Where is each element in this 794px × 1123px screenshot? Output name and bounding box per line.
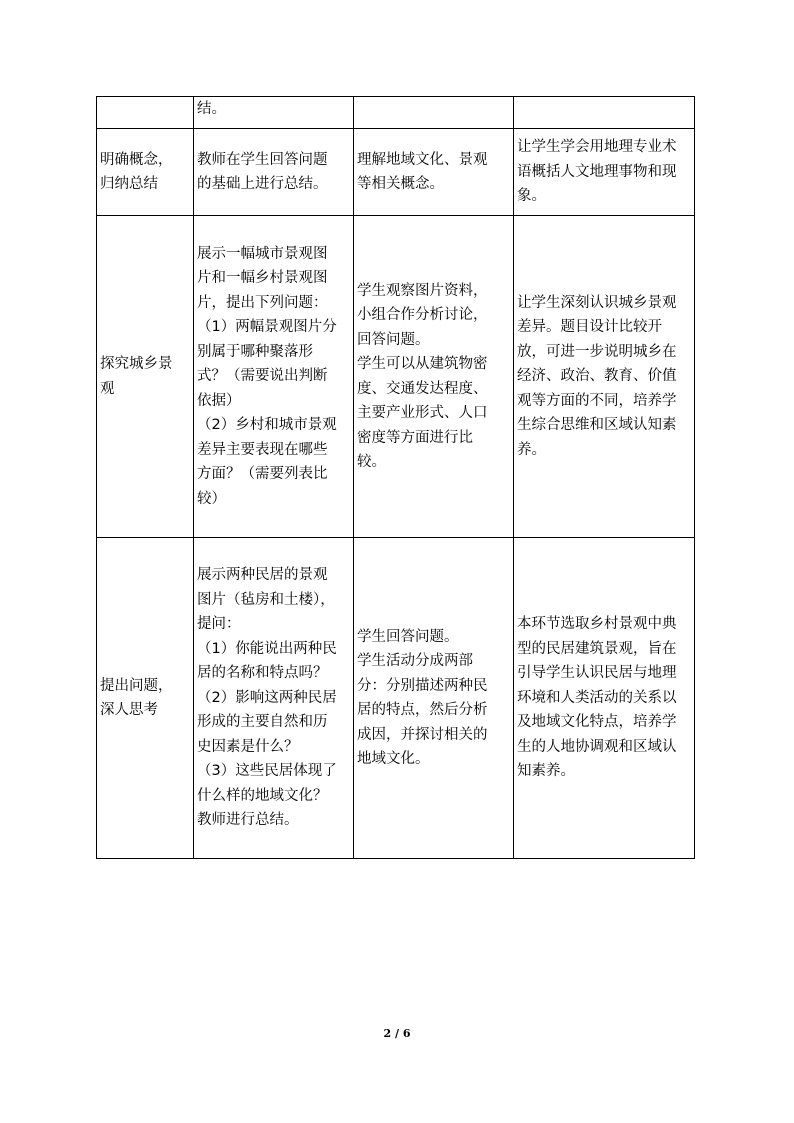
student-activity-cell — [354, 97, 514, 129]
stage-cell — [97, 97, 194, 129]
cell-text-line: 差异。题目设计比较开 — [517, 319, 662, 336]
cell-text-line: 差异主要表现在哪些 — [197, 441, 328, 458]
cell-text-line: （3）这些民居体现了 — [197, 763, 337, 780]
cell-text-line: 放，可进一步说明城乡在 — [517, 343, 677, 360]
design-purpose-cell — [514, 97, 695, 129]
cell-text-line: 理解地域文化、景观 — [357, 151, 488, 168]
cell-text-line: 引导学生认识民居与地理 — [517, 665, 677, 682]
cell-text-line: 让学生深刻认识城乡景观 — [517, 294, 677, 311]
cell-text-line: 生的人地协调观和区域认 — [517, 738, 677, 755]
cell-text-line: 的基础上进行总结。 — [197, 176, 328, 192]
cell-text-line: 回答问题。 — [357, 331, 430, 348]
cell-text-line: 什么样的地域文化？ — [197, 787, 328, 804]
cell-text-line: 探究城乡景 — [100, 356, 173, 372]
cell-text-line: （2）影响这两种民居 — [197, 689, 337, 706]
cell-text-line: 学生回答问题。 — [357, 628, 459, 645]
cell-text-line: 养。 — [517, 441, 546, 458]
cell-text-line: 展示两种民居的景观 — [197, 567, 328, 584]
cell-text-line: 教师进行总结。 — [197, 812, 299, 829]
cell-text-line: 式？（需要说出判断 — [197, 368, 328, 385]
cell-text-line: 较） — [197, 490, 226, 507]
cell-text-line: 观 — [100, 380, 115, 397]
cell-text-line: 环境和人类活动的关系以 — [517, 689, 677, 706]
cell-text-line: 主要产业形式、人口 — [357, 405, 488, 421]
cell-text-line: 知素养。 — [517, 763, 575, 780]
cell-text-line: 别属于哪种聚落形 — [197, 343, 313, 360]
cell-text-line: 方面？（需要列表比 — [197, 466, 328, 483]
student-activity-cell — [354, 538, 514, 859]
cell-text-line: 让学生学会用地理专业术 — [517, 139, 677, 156]
cell-text-line: 图片（毡房和土楼）， — [197, 591, 335, 608]
teacher-activity-cell — [194, 97, 354, 129]
design-purpose-cell — [514, 216, 695, 538]
teacher-activity-cell — [194, 129, 354, 216]
table-row — [97, 216, 695, 538]
stage-cell — [97, 538, 194, 859]
cell-text-line: 本环节选取乡村景观中典 — [517, 616, 677, 633]
student-activity-cell — [354, 216, 514, 538]
cell-text-line: 教师在学生回答问题 — [197, 151, 328, 168]
cell-text-line: 居的特点，然后分析 — [357, 702, 488, 718]
cell-text-line: 度、交通发达程度、 — [357, 380, 488, 397]
cell-text-line: 地域文化。 — [357, 751, 430, 767]
cell-text-line: 片和一幅乡村景观图 — [197, 270, 328, 287]
cell-text-line: 明确概念， — [100, 151, 173, 168]
lesson-plan-table — [96, 96, 695, 859]
cell-text-line: 型的民居建筑景观，旨在 — [517, 640, 677, 657]
teacher-activity-cell — [194, 538, 354, 859]
cell-text-line: 及地域文化特点，培养学 — [517, 714, 677, 731]
cell-text-line: 形成的主要自然和历 — [197, 714, 328, 731]
cell-text-line: 分：分别描述两种民 — [357, 677, 488, 694]
cell-text-line: 深人思考 — [100, 702, 158, 718]
cell-text-line: 学生可以从建筑物密 — [357, 356, 488, 372]
cell-text-line: 结。 — [197, 101, 226, 117]
table-row — [97, 129, 695, 216]
cell-text-line: （1）两幅景观图片分 — [197, 319, 337, 336]
cell-text-line: 观等方面的不同，培养学 — [517, 392, 677, 409]
cell-text-line: 提出问题， — [100, 677, 173, 694]
cell-text-line: 展示一幅城市景观图 — [197, 245, 328, 262]
cell-text-line: 经济、政治、教育、价值 — [517, 368, 677, 385]
cell-text-line: 生综合思维和区域认知素 — [517, 417, 677, 434]
cell-text-line: 等相关概念。 — [357, 176, 444, 192]
teacher-activity-cell — [194, 216, 354, 538]
table-row — [97, 97, 695, 129]
cell-text-line: （1）你能说出两种民 — [197, 640, 337, 657]
cell-text-line: 依据） — [197, 392, 241, 409]
cell-text-line: 提问： — [197, 616, 241, 633]
student-activity-cell — [354, 129, 514, 216]
stage-cell — [97, 216, 194, 538]
design-purpose-cell — [514, 129, 695, 216]
page-number: 2 / 6 — [383, 1027, 411, 1040]
cell-text-line: 学生活动分成两部 — [357, 653, 473, 669]
stage-cell — [97, 129, 194, 216]
cell-text-line: 象。 — [517, 188, 546, 205]
cell-text-line: 成因，并探讨相关的 — [357, 726, 488, 743]
cell-text-line: 较。 — [357, 454, 386, 470]
cell-text-line: 归纳总结 — [100, 176, 158, 192]
cell-text-line: 片，提出下列问题： — [197, 294, 328, 311]
cell-text-line: （2）乡村和城市景观 — [197, 417, 337, 434]
cell-text-line: 史因素是什么？ — [197, 738, 299, 755]
design-purpose-cell — [514, 538, 695, 859]
cell-text-line: 小组合作分析讨论， — [357, 307, 488, 323]
table-row — [97, 538, 695, 859]
cell-text-line: 密度等方面进行比 — [357, 429, 473, 446]
cell-text-line: 语概括人文地理事物和现 — [517, 163, 677, 180]
cell-text-line: 居的名称和特点吗？ — [197, 665, 328, 682]
cell-text-line: 学生观察图片资料， — [357, 282, 488, 299]
